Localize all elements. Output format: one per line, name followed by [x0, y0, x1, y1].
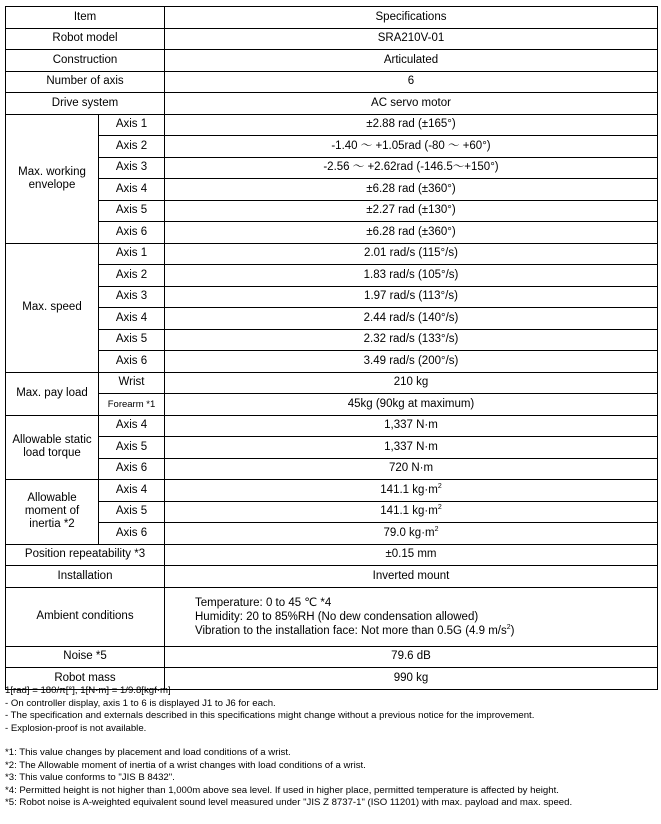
row-value: Inverted mount: [165, 566, 658, 588]
table-row: [6, 157, 658, 179]
ambient-humidity: Humidity: 20 to 85%RH (No dew condensation allowed): [195, 610, 479, 623]
axis-value: ±6.28 rad (±360°): [165, 222, 658, 244]
footnote-5: *5: Robot noise is A-weighted equivalent sound level measured under "JIS Z 8737-1" (ISO 11201) with max. payload and max. speed.: [5, 797, 573, 808]
axis-label: Axis 5: [99, 501, 165, 523]
axis-value: 1.83 rad/s (105°/s): [165, 265, 658, 287]
table-row: [6, 308, 658, 330]
axis-label: Axis 2: [99, 265, 165, 287]
table-header-row: [6, 7, 658, 29]
group-label-envelope: Max. working envelope: [6, 114, 99, 243]
table-row: [6, 200, 658, 222]
table-row: [6, 587, 658, 646]
axis-label: Axis 1: [99, 243, 165, 265]
payload-value: 210 kg: [165, 372, 658, 394]
axis-label: Axis 5: [99, 329, 165, 351]
row-value: 990 kg: [165, 668, 658, 690]
row-label: Ambient conditions: [6, 587, 165, 646]
table-row: [6, 458, 658, 480]
footnote-2: *2: The Allowable moment of inertia of a wrist changes with load conditions of a wrist.: [5, 759, 366, 771]
axis-value: 1.97 rad/s (113°/s): [165, 286, 658, 308]
table-row: [6, 646, 658, 668]
axis-value: 1,337 N·m: [165, 437, 658, 459]
axis-label: Axis 4: [99, 480, 165, 502]
inertia-value-text: 141.1 kg·m: [380, 483, 438, 496]
axis-value: 2.44 rad/s (140°/s): [165, 308, 658, 330]
note-explosion-proof: - Explosion-proof is not available.: [5, 722, 147, 734]
group-label-static-torque: Allowable static load torque: [6, 415, 99, 480]
row-value: ±0.15 mm: [165, 544, 658, 566]
axis-label: Axis 3: [99, 286, 165, 308]
table-row: [6, 351, 658, 373]
axis-value: -2.56 ～ +2.62rad (-146.5～+150°): [165, 157, 658, 179]
ambient-temperature: Temperature: 0 to 45 ℃ *4: [195, 596, 332, 609]
axis-value: [165, 523, 658, 545]
table-row: [6, 222, 658, 244]
footnote-3: *3: This value conforms to "JIS B 8432".: [5, 772, 175, 783]
axis-value: 1,337 N·m: [165, 415, 658, 437]
axis-label: Axis 2: [99, 136, 165, 158]
row-label: Drive system: [6, 93, 165, 115]
footnotes: [5, 685, 657, 810]
payload-value: 45kg (90kg at maximum): [165, 394, 658, 416]
inertia-value-text: 141.1 kg·m: [380, 505, 438, 518]
row-label: Number of axis: [6, 71, 165, 93]
ambient-vibration: Vibration to the installation face: Not more than 0.5G (4.9 m/s: [195, 624, 507, 637]
spacer: [5, 735, 657, 747]
table-row: [6, 71, 658, 93]
spec-table: [5, 6, 658, 690]
row-label: Noise *5: [6, 646, 165, 668]
row-label: Robot model: [6, 28, 165, 50]
axis-value: -1.40 ～ +1.05rad (-80 ～ +60°): [165, 136, 658, 158]
table-row: [6, 265, 658, 287]
table-row: [6, 523, 658, 545]
row-label: Installation: [6, 566, 165, 588]
axis-label: Axis 6: [99, 351, 165, 373]
row-label: Construction: [6, 50, 165, 72]
row-value: 79.6 dB: [165, 646, 658, 668]
axis-label: Axis 6: [99, 222, 165, 244]
superscript: 2: [506, 623, 511, 631]
note-change: - The specification and externals described in this specifications might change without a previous notice for the improvement.: [5, 710, 535, 721]
table-row: [6, 114, 658, 136]
axis-value: 2.01 rad/s (115°/s): [165, 243, 658, 265]
table-row: [6, 415, 658, 437]
axis-label: Axis 5: [99, 200, 165, 222]
superscript: 2: [437, 504, 442, 512]
footnote-4: *4: Permitted height is not higher than 1,000m above sea level. If used in higher place, permitted temperature is affected by height.: [5, 784, 559, 796]
table-row: [6, 50, 658, 72]
payload-sub-label: Wrist: [99, 372, 165, 394]
table-row: [6, 93, 658, 115]
table-row: [6, 286, 658, 308]
group-label-inertia: Allowable moment of inertia *2: [6, 480, 99, 545]
table-row: [6, 28, 658, 50]
inertia-value-text: 79.0 kg·m: [383, 526, 435, 539]
header-item: Item: [6, 7, 165, 29]
footnote-1: *1: This value changes by placement and load conditions of a wrist.: [5, 747, 291, 758]
axis-value: 3.49 rad/s (200°/s): [165, 351, 658, 373]
axis-value: ±2.27 rad (±130°): [165, 200, 658, 222]
table-row: [6, 566, 658, 588]
axis-label: Axis 6: [99, 523, 165, 545]
ambient-vibration-line: [195, 624, 654, 638]
axis-label: Axis 6: [99, 458, 165, 480]
group-label-payload: Max. pay load: [6, 372, 99, 415]
axis-label: Axis 4: [99, 415, 165, 437]
row-label: Position repeatability *3: [6, 544, 165, 566]
header-specifications: Specifications: [165, 7, 658, 29]
superscript: 2: [434, 525, 439, 533]
row-value: AC servo motor: [165, 93, 658, 115]
table-row: [6, 501, 658, 523]
axis-value: [165, 480, 658, 502]
axis-value: ±6.28 rad (±360°): [165, 179, 658, 201]
table-row: [6, 243, 658, 265]
table-row: [6, 136, 658, 158]
payload-sub-label: Forearm *1: [99, 394, 165, 416]
table-row: [6, 372, 658, 394]
row-value: Articulated: [165, 50, 658, 72]
axis-label: Axis 5: [99, 437, 165, 459]
table-row: [6, 329, 658, 351]
table-row: [6, 480, 658, 502]
axis-value: 2.32 rad/s (133°/s): [165, 329, 658, 351]
axis-label: Axis 4: [99, 179, 165, 201]
note-unit-conversion: 1[rad] = 180/π[°], 1[N·m] = 1/9.8[kgf·m]: [5, 685, 171, 696]
row-value: SRA210V-01: [165, 28, 658, 50]
row-value: 6: [165, 71, 658, 93]
table-row: [6, 437, 658, 459]
note-display: - On controller display, axis 1 to 6 is displayed J1 to J6 for each.: [5, 697, 276, 709]
ambient-conditions-value: [165, 587, 658, 646]
axis-value: [165, 501, 658, 523]
row-label: Robot mass: [6, 668, 165, 690]
table-row: [6, 544, 658, 566]
axis-label: Axis 1: [99, 114, 165, 136]
axis-label: Axis 3: [99, 157, 165, 179]
axis-label: Axis 4: [99, 308, 165, 330]
superscript: 2: [437, 482, 442, 490]
axis-value: 720 N·m: [165, 458, 658, 480]
axis-value: ±2.88 rad (±165°): [165, 114, 658, 136]
table-row: [6, 179, 658, 201]
ambient-vibration-end: ): [510, 624, 515, 637]
group-label-speed: Max. speed: [6, 243, 99, 372]
table-row: [6, 394, 658, 416]
